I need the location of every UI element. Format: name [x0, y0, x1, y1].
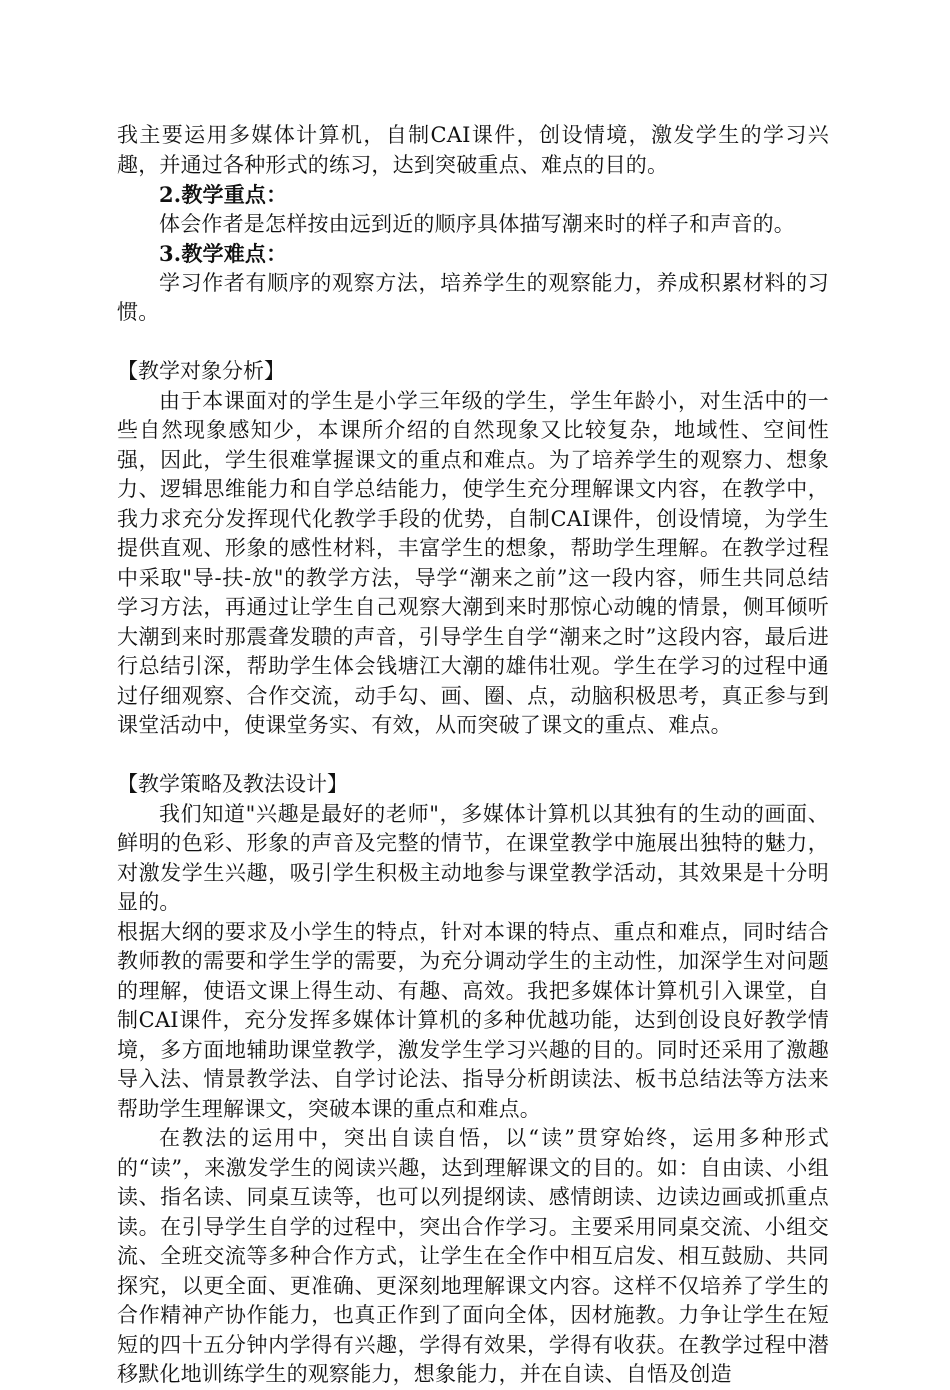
intro-continuation: 我主要运用多媒体计算机，自制CAI课件，创设情境，激发学生的学习兴趣，并通过各种形式的练习，达到突破重点、难点的目的。 — [117, 123, 829, 177]
section-title-student-analysis: 【教学对象分析】 — [117, 359, 285, 383]
strategy-paragraph-2: 根据大纲的要求及小学生的特点，针对本课的特点、重点和难点，同时结合教师教的需要和学生学的需要，为充分调动学生的主动性，加深学生对问题的理解，使语文课上得生动、有趣、高效。我把多媒体计算机引入课堂，自制CAI课件，充分发挥多媒体计算机的多种优越功能，达到创设良好教学情境，多方面地辅助课堂教学，激发学生学习兴趣的目的。同时还采用了激趣导入法、情景教学法、自学讨论法、指导分析朗读法、板书总结法等方法来帮助学生理解课文，突破本课的重点和难点。 — [117, 919, 829, 1121]
strategy-paragraph-1: 我们知道"兴趣是最好的老师"，多媒体计算机以其独有的生动的画面、鲜明的色彩、形象的声音及完整的情节，在课堂教学中施展出独特的魅力，对激发学生兴趣，吸引学生积极主动地参与课堂教学活动，其效果是十分明显的。 — [117, 801, 829, 914]
strategy-paragraph-3: 在教法的运用中，突出自读自悟，以“读”贯穿始终，运用多种形式的“读”，来激发学生的阅读兴趣，达到理解课文的目的。如：自由读、小组读、指名读、同桌互读等，也可以列提纲读、感情朗读、边读边画或抓重点读。在引导学生自学的过程中，突出合作学习。主要采用同桌交流、小组交流、全班交流等多种合作方式，让学生在全作中相互启发、相互鼓励、共同探究，以更全面、更准确、更深刻地理解课文内容。这样不仅培养了学生的合作精神产协作能力，也真正作到了面向全体，因材施教。力争让学生在短短的四十五分钟内学得有兴趣，学得有效果，学得有收获。在教学过程中潜移默化地训练学生的观察能力，想象能力，并在自读、自悟及创造 — [117, 1126, 829, 1386]
section-title-strategy: 【教学策略及教法设计】 — [117, 772, 348, 796]
student-analysis-paragraph: 由于本课面对的学生是小学三年级的学生，学生年龄小，对生活中的一些自然现象感知少，本课所介绍的自然现象又比较复杂，地域性、空间性强，因此，学生很难掌握课文的重点和难点。为了培养学生的观察力、想象力、逻辑思维能力和自学总结能力，使学生充分理解课文内容，在教学中，我力求充分发挥现代化教学手段的优势，自制CAI课件，创设情境，为学生提供直观、形象的感性材料，丰富学生的想象，帮助学生理解。在教学过程中采取"导-扶-放"的教学方法，导学“潮来之前”这一段内容，师生共同总结学习方法，再通过让学生自己观察大潮到来时那惊心动魄的情景，侧耳倾听大潮到来时那震聋发聩的声音，引导学生自学“潮来之时”这段内容，最后进行总结引深，帮助学生体会钱塘江大潮的雄伟壮观。学生在学习的过程中通过仔细观察、合作交流，动手勾、画、圈、点，动脑积极思考，真正参与到课堂活动中，使课堂务实、有效，从而突破了课文的重点、难点。 — [117, 388, 829, 737]
section-gap — [117, 741, 829, 771]
key-point-text: 体会作者是怎样按由远到近的顺序具体描写潮来时的样子和声音的。 — [159, 211, 795, 236]
document-page — [117, 121, 829, 1390]
key-point-heading: 2.教学重点： — [159, 182, 288, 207]
difficulty-heading: 3.教学难点： — [159, 241, 288, 266]
section-gap — [117, 328, 829, 358]
difficulty-text: 学习作者有顺序的观察方法，培养学生的观察能力，养成积累材料的习惯。 — [117, 270, 829, 324]
